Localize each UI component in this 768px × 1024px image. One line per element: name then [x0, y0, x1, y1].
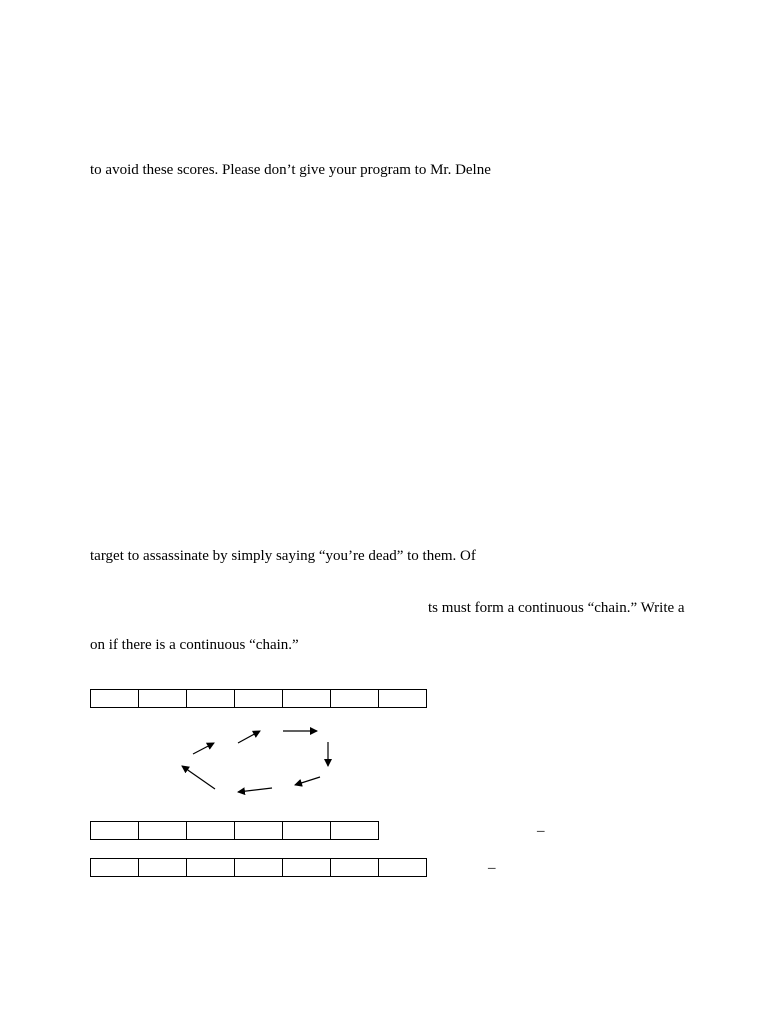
- array-cell: [91, 690, 139, 707]
- array-cell: [235, 822, 283, 839]
- array-cell: [283, 822, 331, 839]
- array-cell: [139, 859, 187, 876]
- array-cell: [139, 822, 187, 839]
- array-cell: [187, 859, 235, 876]
- array-box-row-1: [90, 689, 427, 708]
- array-cell: [331, 859, 379, 876]
- array-cell: [235, 859, 283, 876]
- chain-arrow-7: [182, 766, 215, 789]
- array-cell: [379, 690, 427, 707]
- dash-row-3: –: [488, 860, 496, 876]
- array-cell: [283, 690, 331, 707]
- text-line-target-assassinate: target to assassinate by simply saying “you’re dead” to them. Of: [90, 548, 476, 564]
- array-box-row-2: [90, 821, 379, 840]
- array-cell: [187, 822, 235, 839]
- array-cell: [379, 859, 427, 876]
- array-cell: [187, 690, 235, 707]
- array-box-row-3: [90, 858, 427, 877]
- array-cell: [331, 690, 379, 707]
- chain-arrow-6: [238, 788, 272, 792]
- text-line-avoid-scores: to avoid these scores. Please don’t give your program to Mr. Delne: [90, 162, 491, 178]
- text-line-if-continuous-chain: on if there is a continuous “chain.”: [90, 637, 299, 653]
- array-cell: [331, 822, 379, 839]
- array-cell: [91, 822, 139, 839]
- chain-arrow-1: [193, 743, 214, 754]
- chain-arrow-2: [238, 731, 260, 743]
- array-cell: [283, 859, 331, 876]
- array-cell: [139, 690, 187, 707]
- text-line-continuous-chain: ts must form a continuous “chain.” Write a: [428, 600, 685, 616]
- array-cell: [91, 859, 139, 876]
- dash-row-2: –: [537, 823, 545, 839]
- chain-arrow-5: [295, 777, 320, 785]
- array-cell: [235, 690, 283, 707]
